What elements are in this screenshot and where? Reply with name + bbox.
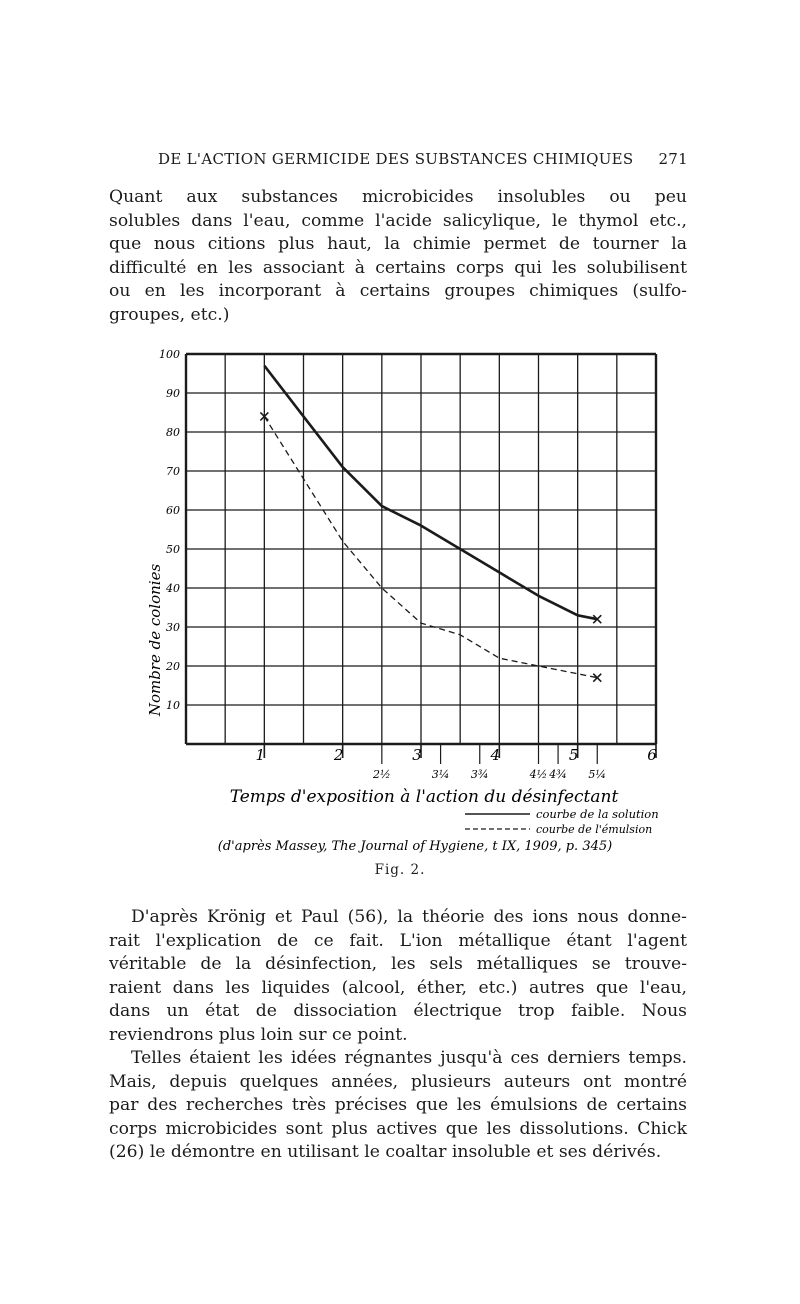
y-tick-label: 30: [166, 621, 180, 634]
x-tick-label: 2: [333, 746, 344, 764]
x-minor-tick-label: 4½: [529, 768, 548, 781]
x-minor-tick-label: 3¼: [431, 768, 450, 781]
paragraph-line: (26) le démontre en utilisant le coaltar insoluble et ses dérivés.: [109, 1142, 662, 1162]
y-tick-label: 90: [166, 387, 180, 400]
paragraph-line: ou en les incorporant à certains groupes chimiques (sulfo-: [109, 281, 687, 301]
paragraph-line: Mais, depuis quelques années, plusieurs auteurs ont montré: [109, 1071, 687, 1092]
paragraph-line: groupes, etc.): [109, 304, 230, 325]
figure-source: (d'après Massey, The Journal of Hygiene, t IX, 1909, p. 345): [217, 839, 613, 854]
x-minor-tick-label: 2½: [372, 768, 391, 781]
y-tick-label: 10: [166, 699, 180, 712]
x-minor-tick-label: 4¾: [549, 768, 567, 781]
y-tick-label: 40: [166, 582, 180, 595]
x-tick-label: 5: [568, 746, 579, 764]
y-tick-label: 100: [159, 348, 180, 361]
paragraph-line: corps microbicides sont plus actives que les dissolutions. Chick: [109, 1118, 687, 1139]
y-tick-label: 80: [166, 426, 180, 439]
x-minor-tick-label: 3¾: [470, 768, 489, 781]
x-tick-label: 6: [647, 746, 657, 764]
paragraph-line: que nous citions plus haut, la chimie permet de tourner la: [109, 234, 687, 254]
running-head-title: DE L'ACTION GERMICIDE DES SUBSTANCES CHIMIQUES: [158, 150, 634, 168]
paragraph-line: reviendrons plus loin sur ce point.: [109, 1024, 408, 1045]
legend-solid-label: courbe de la solution: [536, 807, 659, 821]
paragraph-line: véritable de la désinfection, les sels métalliques se trouve-: [109, 954, 687, 974]
x-tick-label: 1: [255, 746, 266, 764]
x-tick-labels: [256, 744, 658, 781]
page-number: 271: [658, 150, 688, 168]
paragraph-line: par des recherches très précises que les émulsions de certains: [109, 1095, 687, 1115]
paragraph-line: rait l'explication de ce fait. L'ion métallique étant l'agent: [109, 930, 687, 951]
paragraph-3: [109, 1047, 687, 1165]
y-tick-label: 20: [166, 660, 180, 673]
paragraph-line: Quant aux substances microbicides insolubles ou peu: [109, 187, 687, 207]
y-tick-label: 60: [166, 504, 180, 517]
paragraph-1: [109, 186, 687, 327]
x-axis-label: Temps d'exposition à l'action du désinfectant: [229, 787, 619, 807]
paragraph-line: raient dans les liquides (alcool, éther, etc.) autres que l'eau,: [109, 977, 687, 998]
y-tick-label: 50: [166, 543, 180, 556]
legend-dashed-label: courbe de l'émulsion: [536, 823, 653, 836]
x-tick-label: 3: [412, 746, 422, 764]
solution-curve: [264, 366, 597, 620]
chart-grid: [186, 354, 656, 744]
figure-caption: Fig. 2.: [374, 862, 426, 878]
paragraph-line: difficulté en les associant à certains corps qui les solubilisent: [109, 257, 687, 278]
paragraph-2: [109, 906, 687, 1047]
figure-chart: [0, 340, 800, 860]
paragraph-line: solubles dans l'eau, comme l'acide salicylique, le thymol etc.,: [109, 210, 687, 231]
x-minor-tick-label: 5¼: [588, 768, 607, 781]
emulsion-curve: [264, 416, 597, 677]
paragraph-line: dans un état de dissociation électrique trop faible. Nous: [109, 1001, 687, 1021]
y-axis-label: Nombre de colonies: [146, 563, 164, 717]
x-tick-label: 4: [490, 746, 501, 764]
paragraph-line: Telles étaient les idées régnantes jusqu'à ces derniers temps.: [131, 1048, 687, 1068]
chart-series: [260, 366, 601, 682]
paragraph-line: D'après Krönig et Paul (56), la théorie des ions nous donne-: [131, 907, 687, 927]
y-tick-label: 70: [166, 465, 180, 478]
running-head: [158, 150, 688, 168]
